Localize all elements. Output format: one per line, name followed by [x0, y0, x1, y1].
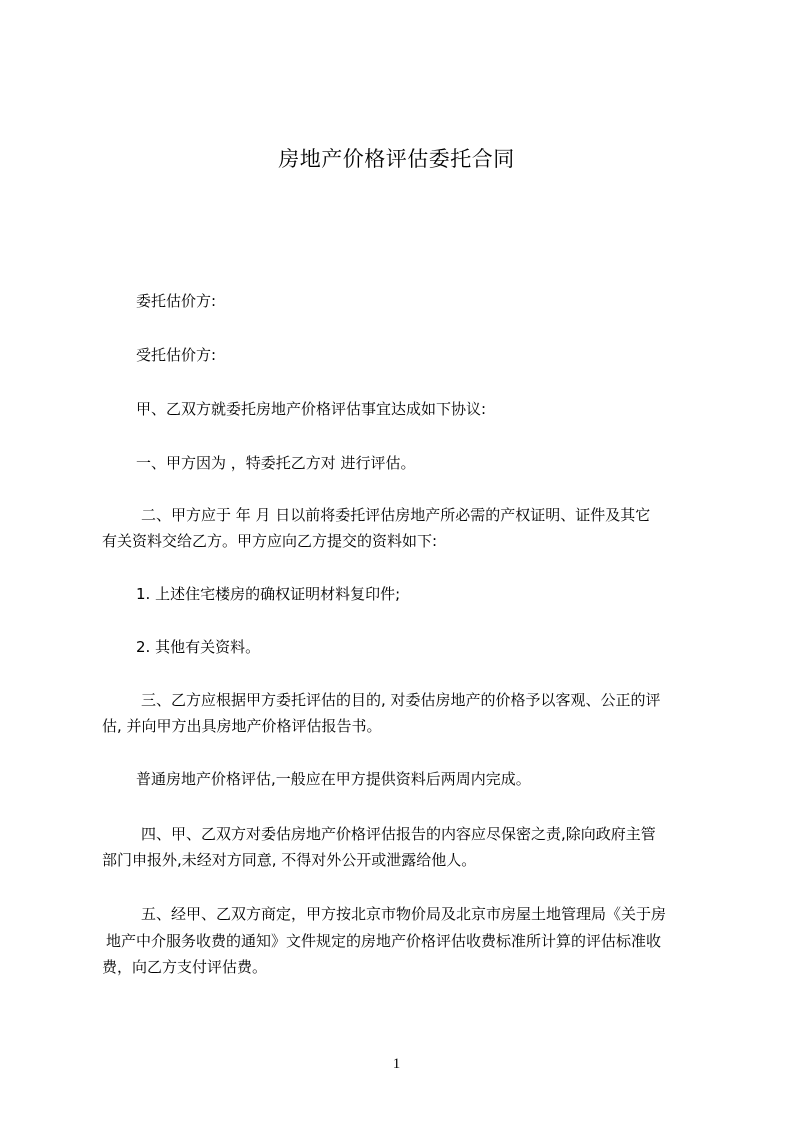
clause-2-line-2: 有关资料交给乙方。甲方应向乙方提交的资料如下: — [102, 532, 438, 550]
clause-2-line-1: 二、甲方应于 年 月 日以前将委托评估房地产所必需的产权证明、证件及其它 — [141, 506, 651, 524]
clause-5-line-3: 费，向乙方支付评估费。 — [102, 958, 268, 976]
normal-assessment-note: 普通房地产价格评估,一般应在甲方提供资料后两周内完成。 — [136, 770, 531, 788]
clause-4-line-1: 四、甲、乙双方对委估房地产价格评估报告的内容应尽保密之责,除向政府主管 — [141, 825, 656, 843]
appraiser-label: 受托估价方: — [136, 346, 217, 364]
clause-1: 一、甲方因为 ，特委托乙方对 进行评估。 — [136, 454, 416, 472]
intro-paragraph: 甲、乙双方就委托房地产价格评估事宜达成如下协议: — [136, 400, 487, 418]
list-item-1: 1. 上述住宅楼房的确权证明材料复印件; — [136, 585, 401, 603]
document-title: 房地产价格评估委托合同 — [278, 147, 515, 171]
clause-3-line-1: 三、乙方应根据甲方委托评估的目的, 对委估房地产的价格予以客观、公正的评 — [141, 691, 661, 709]
client-label: 委托估价方: — [136, 292, 217, 310]
list-item-2: 2. 其他有关资料。 — [136, 638, 261, 656]
page-number: 1 — [392, 1056, 401, 1072]
clause-4-line-2: 部门申报外,未经对方同意, 不得对外公开或泄露给他人。 — [102, 851, 477, 869]
clause-5-line-1: 五、经甲、乙双方商定，甲方按北京市物价局及北京市房屋土地管理局《关于房 — [141, 905, 667, 923]
clause-3-line-2: 估, 并向甲方出具房地产价格评估报告书。 — [102, 717, 382, 735]
clause-5-line-2: 地产中介服务收费的通知》文件规定的房地产价格评估收费标准所计算的评估标准收 — [106, 932, 662, 950]
